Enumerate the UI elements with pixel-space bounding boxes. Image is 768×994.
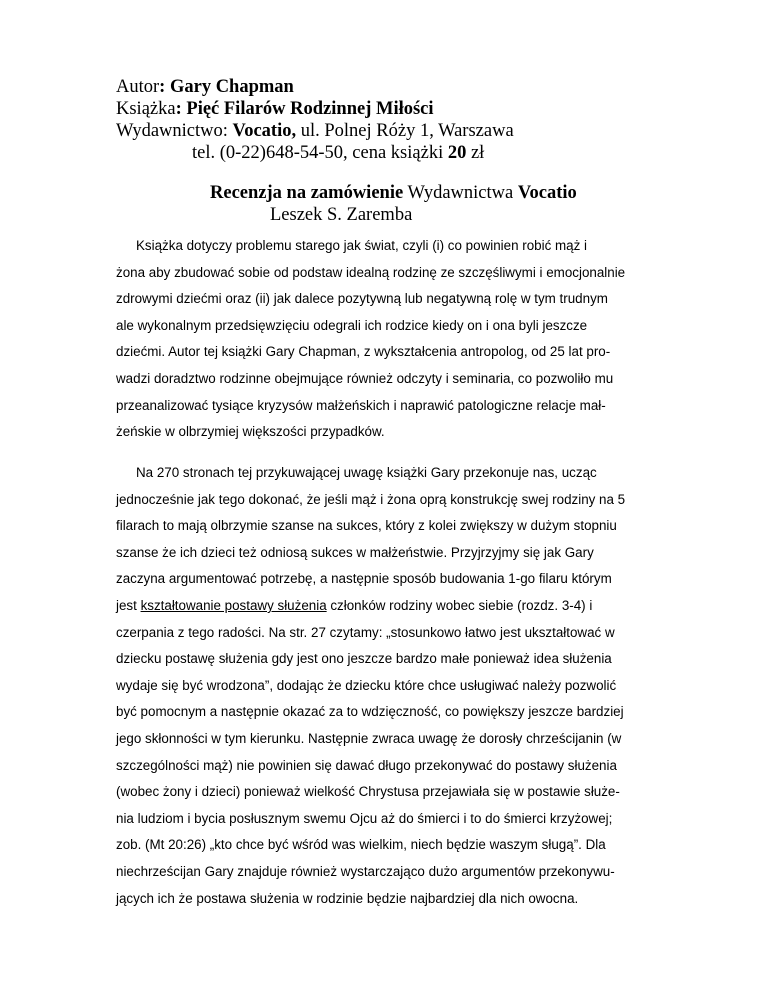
book-sep: : [175, 99, 187, 119]
text-line: filarach to mają olbrzymie szanse na sukces, który z kolei zwiększy w dużym stopniu [116, 518, 617, 534]
underline-pre: jest [116, 597, 141, 613]
text-line: jednocześnie jak tego dokonać, że jeśli mąż i żona oprą konstrukcję swej rodziny na 5 [116, 491, 626, 507]
text-line: jących ich że postawa służenia w rodzinie będzie najbardziej dla nich owocna. [116, 890, 579, 906]
review-title [210, 182, 577, 204]
text-line: Książka dotyczy problemu starego jak świat, czyli (i) co powinien robić mąż i [136, 238, 587, 253]
text-line: szanse że ich dzieci też odniosą sukces w małżeństwie. Przyjrzyjmy się jak Gary [116, 544, 594, 560]
text-line: dziećmi. Autor tej książki Gary Chapman, z wykształcenia antropolog, od 25 lat pro- [116, 344, 611, 360]
paragraph-1 [116, 233, 652, 446]
text-line: żona aby zbudować sobie od podstaw idealną rodzinę ze szczęśliwymi i emocjonalnie [116, 264, 626, 280]
review-title-mid: Wydawnictwa [403, 183, 518, 203]
text-line: zaczyna argumentować potrzebę, a następnie sposób budowania 1-go filaru którym [116, 571, 612, 587]
review-title-bold: Recenzja na zamówienie [210, 183, 404, 203]
author-name: Gary Chapman [169, 77, 294, 97]
tel-text: tel. (0-22)648-54-50, cena książki [192, 143, 448, 163]
review-title-publisher: Vocatio [517, 183, 577, 203]
underlined-phrase: kształtowanie postawy służenia [140, 597, 327, 613]
text-line: ale wykonalnym przedsięwzięciu odegrali ich rodzice kiedy on i ona byli jeszcze [116, 317, 588, 333]
publisher-name: Vocatio, [232, 121, 297, 141]
text-line: być pomocnym a następnie okazać za to wdzięczność, co powiększy jeszcze bardziej [116, 704, 624, 720]
book-info-header [116, 76, 514, 164]
text-line: szczególności mąż) nie powinien się dawać długo przekonywać do postawy służenia [116, 757, 617, 773]
text-line: zdrowymi dziećmi oraz (ii) jak dalece pozytywną lub negatywną rolę w tym trudnym [116, 291, 608, 307]
text-line: Na 270 stronach tej przykuwającej uwagę książki Gary przekonuje nas, ucząc [136, 465, 597, 480]
text-line-underlined [116, 593, 652, 620]
paragraph-2 [116, 460, 652, 912]
review-heading [210, 182, 577, 226]
text-line: czerpania z tego radości. Na str. 27 czytamy: „stosunkowo łatwo jest ukształtować w [116, 624, 615, 640]
reviewer-name: Leszek S. Zaremba [270, 205, 413, 225]
text-line: nia ludziom i bycia posłusznym swemu Ojcu aż do śmierci i to do śmierci krzyżowej; [116, 810, 613, 826]
publisher-label: Wydawnictwo: [116, 121, 233, 141]
currency: zł [466, 143, 485, 163]
text-line: przeanalizować tysiące kryzysów małżeńskich i naprawić patologiczne relacje mał- [116, 397, 606, 413]
author-label: Autor [116, 77, 160, 97]
text-line: zob. (Mt 20:26) „kto chce być wśród was wielkim, niech będzie waszym sługą”. Dla [116, 837, 606, 853]
text-line: żeńskie w olbrzymiej większości przypadków. [116, 424, 385, 440]
text-line: jego skłonności w tym kierunku. Następnie zwraca uwagę że dorosły chrześcijanin (w [116, 730, 622, 746]
author-line [116, 76, 514, 98]
book-label: Książka [116, 99, 176, 119]
text-line: wydaje się być wrodzona”, dodając że dziecku które chce usługiwać należy pozwolić [116, 677, 617, 693]
text-line: wadzi doradztwo rodzinne obejmujące również odczyty i seminaria, co pozwoliło mu [116, 370, 614, 386]
price-value: 20 [447, 143, 467, 163]
text-line: dziecku postawę służenia gdy jest ono jeszcze bardzo małe ponieważ idea służenia [116, 651, 612, 667]
publisher-line [116, 120, 514, 142]
author-sep: : [159, 77, 170, 97]
book-line [116, 98, 514, 120]
publisher-address: ul. Polnej Róży 1, Warszawa [296, 121, 514, 141]
text-line: niechrześcijan Gary znajduje również wystarczająco dużo argumentów przekonywu- [116, 863, 615, 879]
underline-post: członków rodziny wobec siebie (rozdz. 3-4) i [326, 597, 593, 613]
text-line: (wobec żony i dzieci) ponieważ wielkość Chrystusa przejawiała się w postawie służe- [116, 784, 620, 800]
tel-price-line [116, 142, 514, 164]
book-title: Pięć Filarów Rodzinnej Miłości [186, 99, 434, 119]
